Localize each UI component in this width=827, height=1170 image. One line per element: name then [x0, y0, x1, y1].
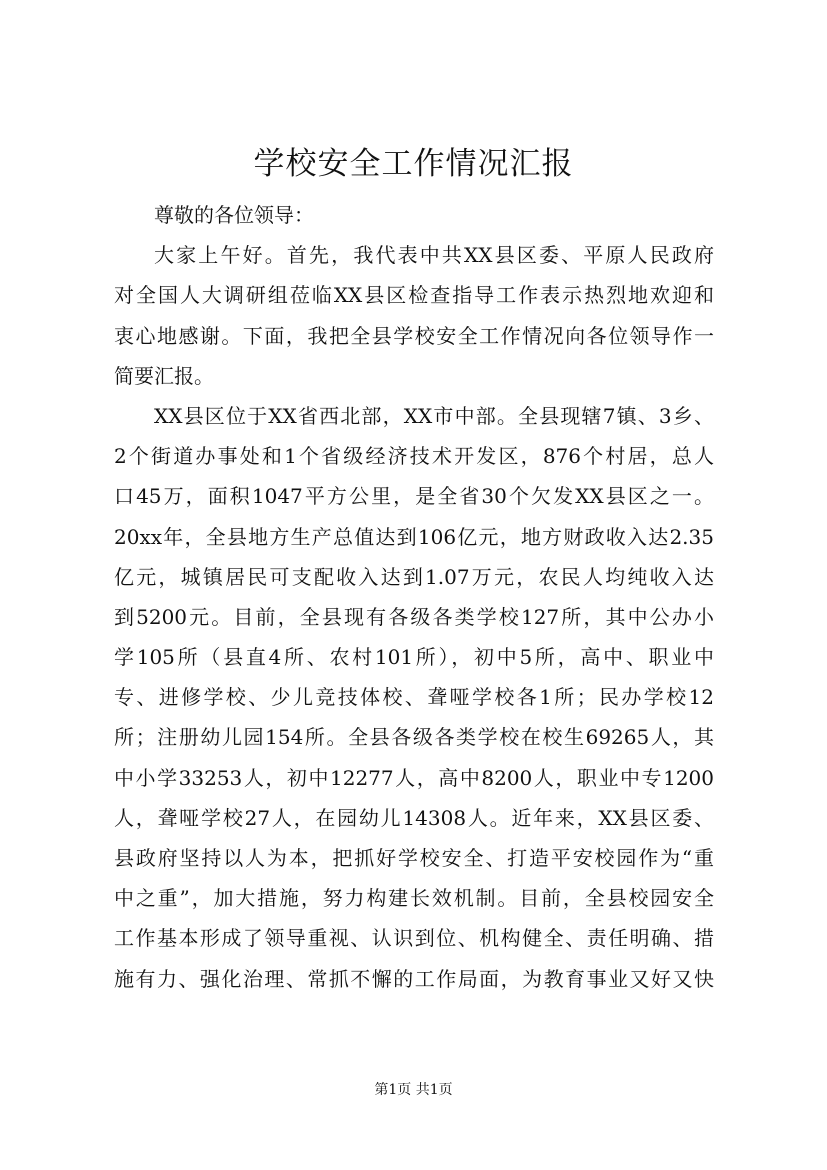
text-line: 到5200元。目前，全县现有各级各类学校127所，其中公办小	[114, 604, 714, 629]
text-line: 简要汇报。	[114, 363, 214, 388]
text-line: XX县区位于XX省西北部，XX市中部。全县现辖7镇、3乡、	[154, 403, 714, 428]
page-footer: 第1页 共1页	[374, 1082, 453, 1098]
text-line: 尊敬的各位领导：	[154, 203, 314, 227]
text-line: 2个街道办事处和1个省级经济技术开发区，876个村居，总人	[114, 444, 714, 469]
text-line: 施有力、强化治理、常抓不懈的工作局面，为教育事业又好又快	[114, 966, 714, 991]
text-line: 所；注册幼儿园154所。全县各级各类学校在校生69265人，其	[114, 725, 714, 750]
text-line: 大家上午好。首先，我代表中共XX县区委、平原人民政府	[154, 243, 714, 268]
text-line: 县政府坚持以人为本，把抓好学校安全、打造平安校园作为“重	[114, 846, 714, 870]
text-line: 衷心地感谢。下面，我把全县学校安全工作情况向各位领导作一	[114, 323, 714, 348]
text-line: 学105所（县直4所、农村101所），初中5所，高中、职业中	[114, 645, 714, 670]
text-line: 中小学33253人，初中12277人，高中8200人，职业中专1200	[114, 765, 714, 790]
text-line: 人，聋哑学校27人，在园幼儿14308人。近年来，XX县区委、	[114, 805, 714, 830]
text-line: 亿元，城镇居民可支配收入达到1.07万元，农民人均纯收入达	[114, 564, 714, 589]
text-line: 对全国人大调研组莅临XX县区检查指导工作表示热烈地欢迎和	[114, 283, 714, 308]
text-line: 口45万，面积1047平方公里，是全省30个欠发XX县区之一。	[114, 484, 714, 509]
text-line: 专、进修学校、少儿竞技体校、聋哑学校各1所；民办学校12	[114, 685, 714, 710]
text-line: 中之重”，加大措施，努力构建长效机制。目前，全县校园安全	[114, 886, 714, 911]
text-line: 工作基本形成了领导重视、认识到位、机构健全、责任明确、措	[114, 926, 714, 951]
document-title: 学校安全工作情况汇报	[253, 146, 574, 182]
text-line: 20xx年，全县地方生产总值达到106亿元，地方财政收入达2.35	[114, 524, 714, 549]
document-body	[114, 195, 714, 999]
